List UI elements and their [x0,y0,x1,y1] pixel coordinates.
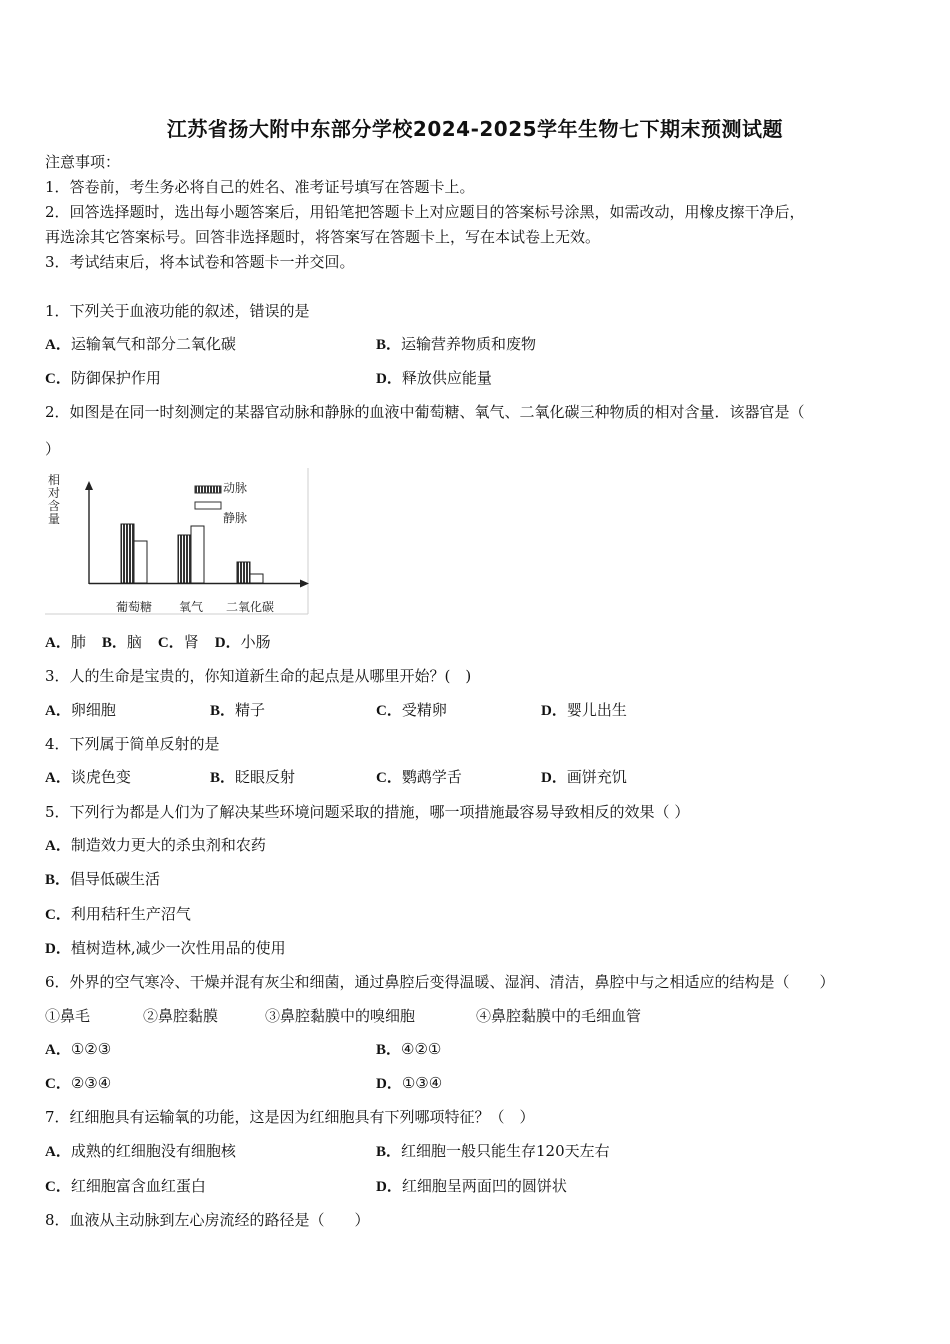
option-text: 眨眼反射 [235,768,296,786]
q1-option-c[interactable] [45,368,161,389]
option-label: C． [45,371,71,387]
option-label: D． [214,635,241,651]
bar-artery-0 [121,524,134,583]
option-text: 成熟的红细胞没有细胞核 [70,1142,236,1160]
option-label: B． [45,872,71,888]
option-label: B． [376,1042,402,1058]
option-text: 红细胞呈两面凹的圆饼状 [401,1177,567,1195]
q4-option-d[interactable] [541,767,627,788]
option-text: 运输营养物质和废物 [401,335,537,353]
q6-option-a[interactable] [45,1039,111,1060]
option-label: B． [376,1144,402,1160]
option-label: C． [45,1076,71,1092]
x-tick-label: 氧气 [178,600,204,614]
option-label: A． [45,635,71,651]
option-label: C． [376,703,402,719]
q7-option-a[interactable] [45,1141,236,1162]
option-label: B． [210,770,236,786]
option-text: 运输氧气和部分二氧化碳 [70,335,236,353]
q1-option-d[interactable] [376,368,492,389]
q5-stem: 5．下列行为都是人们为了解决某些环境问题采取的措施，哪一项措施最容易导致相反的效果（ ） [45,803,690,821]
option-text: 卵细胞 [70,701,116,719]
q1-option-b[interactable] [376,334,536,355]
q5-option-b[interactable] [45,869,160,890]
bar-vein-2 [250,574,263,583]
bar-artery-2 [237,562,250,583]
option-text: 肾 [183,633,199,651]
option-label: B． [210,703,236,719]
option-text: ④②① [401,1040,442,1058]
q1-option-a[interactable] [45,334,236,355]
page-title: 江苏省扬大附中东部分学校2024-2025学年生物七下期末预测试题 [166,117,784,141]
q2-option-c[interactable] [158,633,199,651]
legend-swatch-vein [195,502,221,509]
notice-item-2: 2．回答选择题时，选出每小题答案后，用铅笔把答题卡上对应题目的答案标号涂黑，如需改动，用橡皮擦干净后， [45,203,805,221]
q2-stem: 2．如图是在同一时刻测定的某器官动脉和静脉的血液中葡萄糖、氧气、二氧化碳三种物质的相对含量．该器官是（ [45,403,805,421]
q6-item-3: ③鼻腔黏膜中的嗅细胞 [265,1007,416,1025]
option-text: ①②③ [70,1040,112,1058]
q2-stem-cont: ） [45,440,61,458]
option-label: A． [45,337,71,353]
y-axis-label [48,472,60,526]
q6-option-c[interactable] [45,1073,111,1094]
option-text: 利用秸秆生产沼气 [70,905,191,923]
option-label: B． [101,635,127,651]
option-text: 防御保护作用 [70,369,161,387]
option-text: 婴儿出生 [566,701,627,719]
option-label: A． [45,770,71,786]
q2-options [45,632,271,653]
q2-option-d[interactable] [215,633,271,651]
option-label: D． [45,941,71,957]
option-text: 肺 [70,633,86,651]
option-text: 精子 [235,701,266,719]
y-label-char: 含 [48,499,61,513]
q6-item-1: ①鼻毛 [45,1007,91,1025]
legend-label-vein: 静脉 [223,511,248,525]
option-text: 受精卵 [401,701,447,719]
option-text: 鹦鹉学舌 [401,768,462,786]
option-text: ①③④ [401,1074,443,1092]
x-tick-labels [116,599,274,614]
q3-option-a[interactable] [45,700,116,721]
option-label: A． [45,703,71,719]
option-label: B． [376,337,402,353]
y-label-char: 相 [48,473,61,487]
option-text: 释放供应能量 [401,369,492,387]
y-label-char: 对 [48,486,61,500]
q5-option-a[interactable] [45,835,266,856]
option-text: 红细胞富含血红蛋白 [70,1177,206,1195]
bar-vein-1 [191,526,204,583]
q4-option-b[interactable] [210,767,295,788]
option-text: 谈虎色变 [70,768,131,786]
q2-bar-chart [45,468,310,616]
q4-stem: 4．下列属于简单反射的是 [45,735,220,753]
q3-option-b[interactable] [210,700,265,721]
bar-vein-0 [134,541,147,583]
option-text: 红细胞一般只能生存120天左右 [401,1142,610,1160]
notice-item-3: 3．考试结束后，将本试卷和答题卡一并交回。 [45,253,355,271]
q7-option-c[interactable] [45,1176,206,1197]
q6-item-2: ②鼻腔黏膜 [143,1007,219,1025]
option-label: D． [376,1179,402,1195]
option-label: A． [45,1042,71,1058]
legend-label-artery: 动脉 [223,481,248,495]
option-label: C． [376,770,402,786]
option-text: 制造效力更大的杀虫剂和农药 [70,836,266,854]
q3-option-c[interactable] [376,700,447,721]
option-text: 画饼充饥 [566,768,627,786]
q6-stem: 6．外界的空气寒冷、干燥并混有灰尘和细菌，通过鼻腔后变得温暖、湿润、清洁，鼻腔中与之相适应的结构是（ ） [45,973,835,991]
legend-swatch-artery [195,486,221,493]
q6-item-4: ④鼻腔黏膜中的毛细血管 [476,1007,642,1025]
q6-option-d[interactable] [376,1073,442,1094]
q1-stem: 1．下列关于血液功能的叙述，错误的是 [45,302,310,320]
q2-option-b[interactable] [102,633,142,651]
notice-heading: 注意事项： [45,153,121,171]
q5-option-c[interactable] [45,904,191,925]
option-text: 脑 [126,633,142,651]
y-label-char: 量 [48,512,61,526]
q3-option-d[interactable] [541,700,627,721]
notice-item-2-cont: 再选涂其它答案标号。回答非选择题时，将答案写在答题卡上，写在本试卷上无效。 [45,228,601,246]
q4-option-a[interactable] [45,767,131,788]
option-label: D． [541,703,567,719]
q7-option-d[interactable] [376,1176,567,1197]
q6-option-b[interactable] [376,1039,441,1060]
option-text: ②③④ [70,1074,112,1092]
option-label: D． [541,770,567,786]
option-text: 倡导低碳生活 [70,870,161,888]
q2-option-a[interactable] [45,633,86,651]
q5-option-d[interactable] [45,938,286,959]
option-label: D． [376,371,402,387]
option-label: C． [45,1179,71,1195]
x-tick-label: 葡萄糖 [115,600,153,614]
option-text: 小肠 [240,633,271,651]
q8-stem: 8．血液从主动脉到左心房流经的路径是（ ） [45,1211,370,1229]
option-label: C． [157,635,184,651]
q7-stem: 7．红细胞具有运输氧的功能，这是因为红细胞具有下列哪项特征？（ ） [45,1108,535,1126]
q4-option-c[interactable] [376,767,462,788]
bar-artery-1 [178,535,191,583]
q3-stem: 3．人的生命是宝贵的，你知道新生命的起点是从哪里开始？( ) [45,667,472,685]
option-text: 植树造林,减少一次性用品的使用 [70,939,286,957]
x-tick-label: 二氧化碳 [225,600,275,614]
option-label: D． [376,1076,402,1092]
option-label: A． [45,1144,71,1160]
notice-item-1: 1．答卷前，考生务必将自己的姓名、准考证号填写在答题卡上。 [45,178,475,196]
option-label: A． [45,838,71,854]
q7-option-b[interactable] [376,1141,610,1162]
option-label: C． [45,907,71,923]
